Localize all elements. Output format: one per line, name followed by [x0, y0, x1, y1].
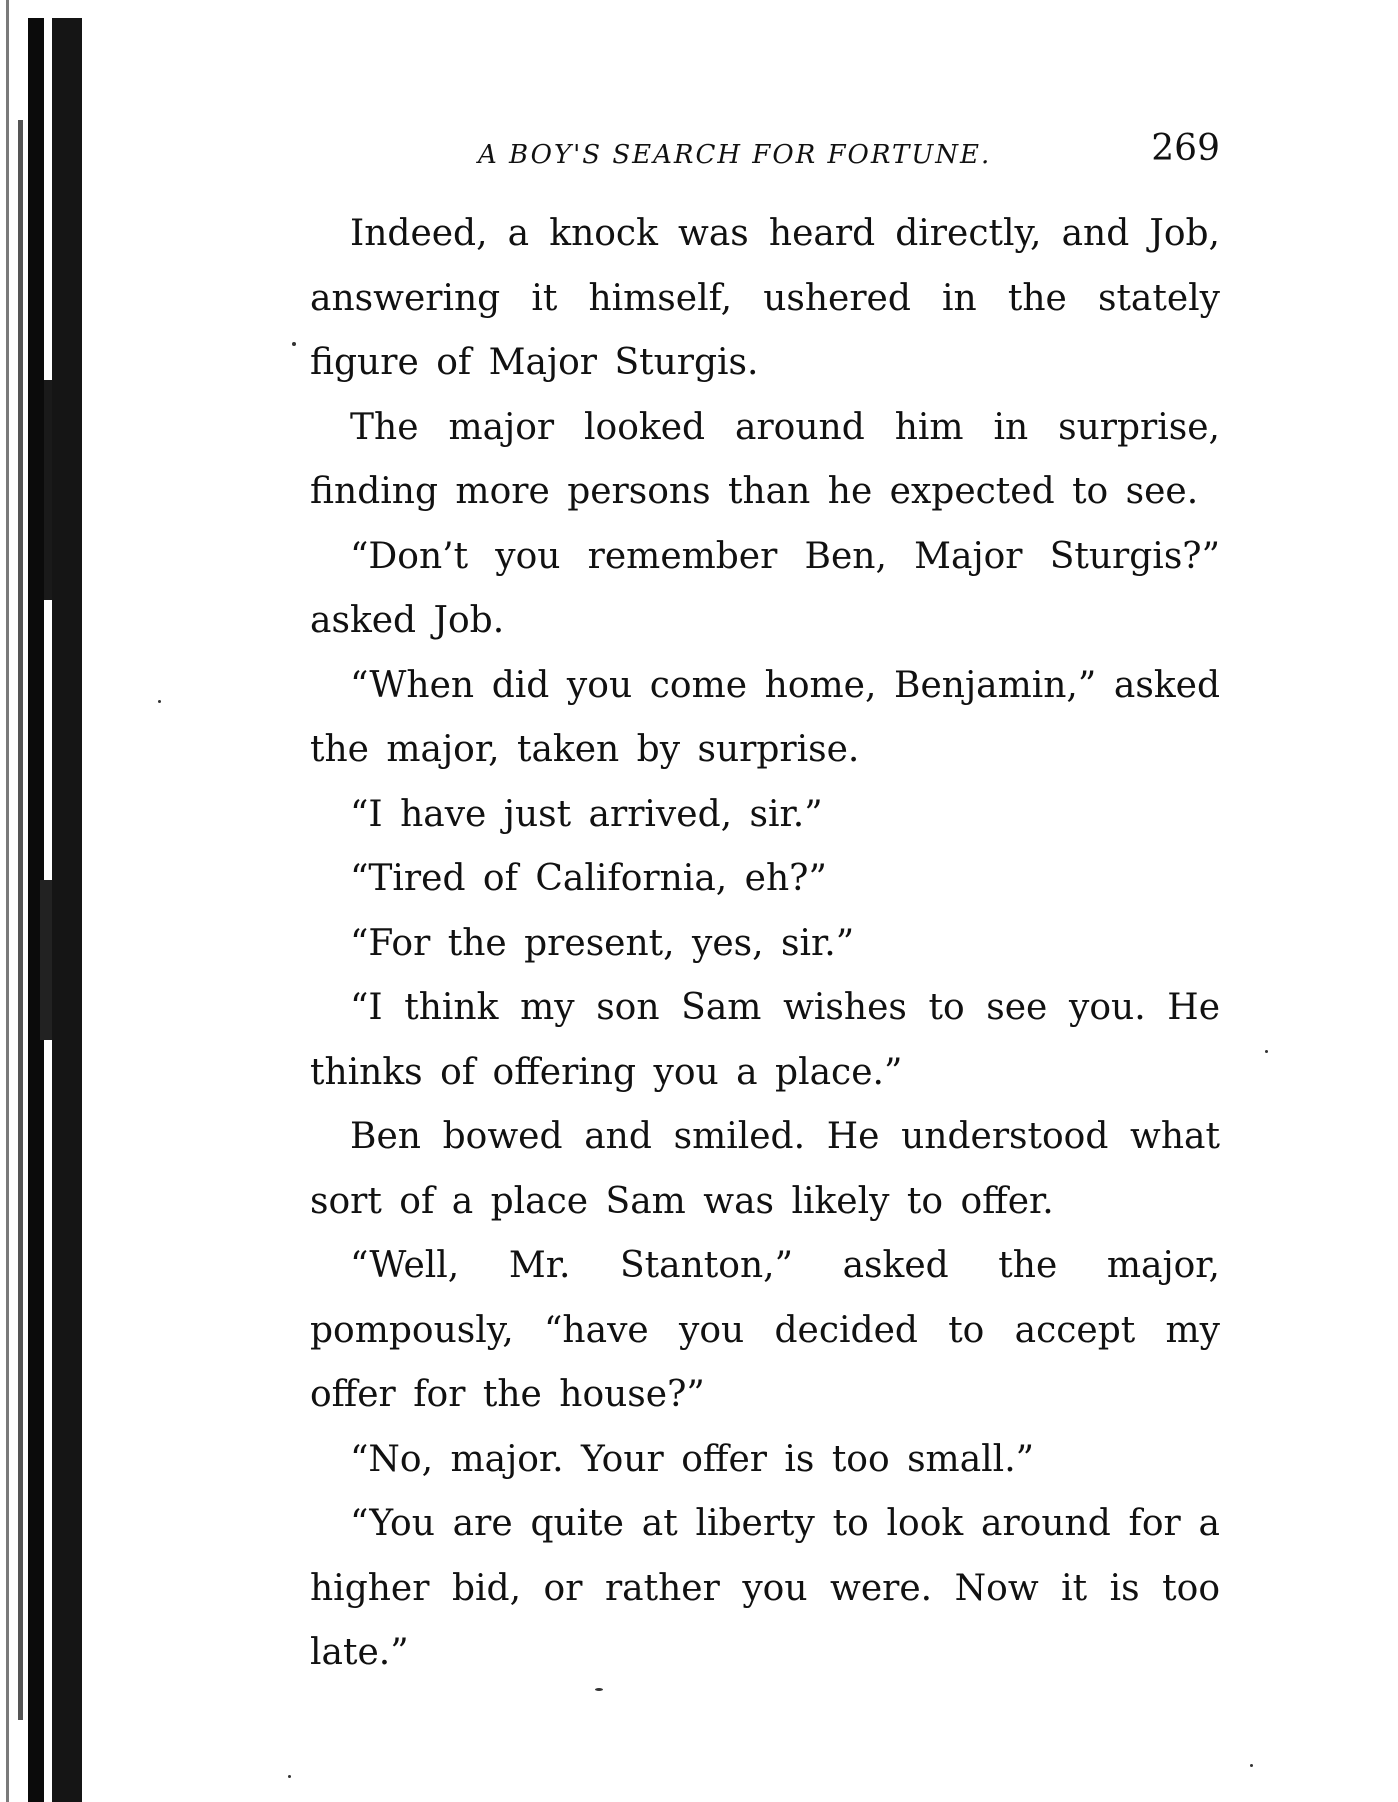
paragraph: Ben bowed and smiled. He understood what sort of a place Sam was likely to offer. — [310, 1116, 1220, 1222]
paragraph: “I think my son Sam wishes to see you. He thinks of offering you a place.” — [310, 987, 1220, 1093]
paper-speck — [292, 342, 296, 346]
gutter-shadow-line — [18, 120, 23, 1720]
paper-speck — [1265, 1050, 1268, 1053]
book-spine-gutter — [0, 0, 92, 1802]
paragraph: “When did you come home, Benjamin,” asked the major, taken by surprise. — [310, 664, 1220, 770]
paragraph: “For the present, yes, sir.” — [350, 922, 855, 964]
paragraph: “Well, Mr. Stanton,” asked the major, pompously, “have you decided to accept my offer for the house?” — [310, 1245, 1220, 1415]
paragraph: “Don’t you remember Ben, Major Sturgis?” asked Job. — [310, 535, 1220, 641]
paragraph: “No, major. Your offer is too small.” — [350, 1438, 1035, 1480]
book-page — [310, 128, 1220, 1686]
paper-speck — [158, 700, 161, 703]
gutter-shadow-band — [52, 18, 82, 1802]
running-head — [310, 128, 1220, 184]
page-number: 269 — [1151, 128, 1220, 169]
running-title: A BOY'S SEARCH FOR FORTUNE. — [478, 140, 992, 170]
paper-speck — [595, 1688, 603, 1691]
paper-speck — [288, 1775, 291, 1778]
paragraph: “Tired of California, eh?” — [350, 858, 827, 899]
gutter-shadow-line — [6, 0, 9, 1802]
paragraph: “You are quite at liberty to look around for a higher bid, or rather you were. Now it is too late.” — [310, 1503, 1220, 1673]
paragraph: The major looked around him in surprise, finding more persons than he expected to see. — [310, 406, 1220, 512]
paragraph: Indeed, a knock was heard directly, and Job, answering it himself, ushered in the stately figure of Major Sturgis. — [310, 213, 1220, 383]
paper-speck — [1250, 1764, 1253, 1767]
paragraph: “I have just arrived, sir.” — [350, 793, 823, 835]
